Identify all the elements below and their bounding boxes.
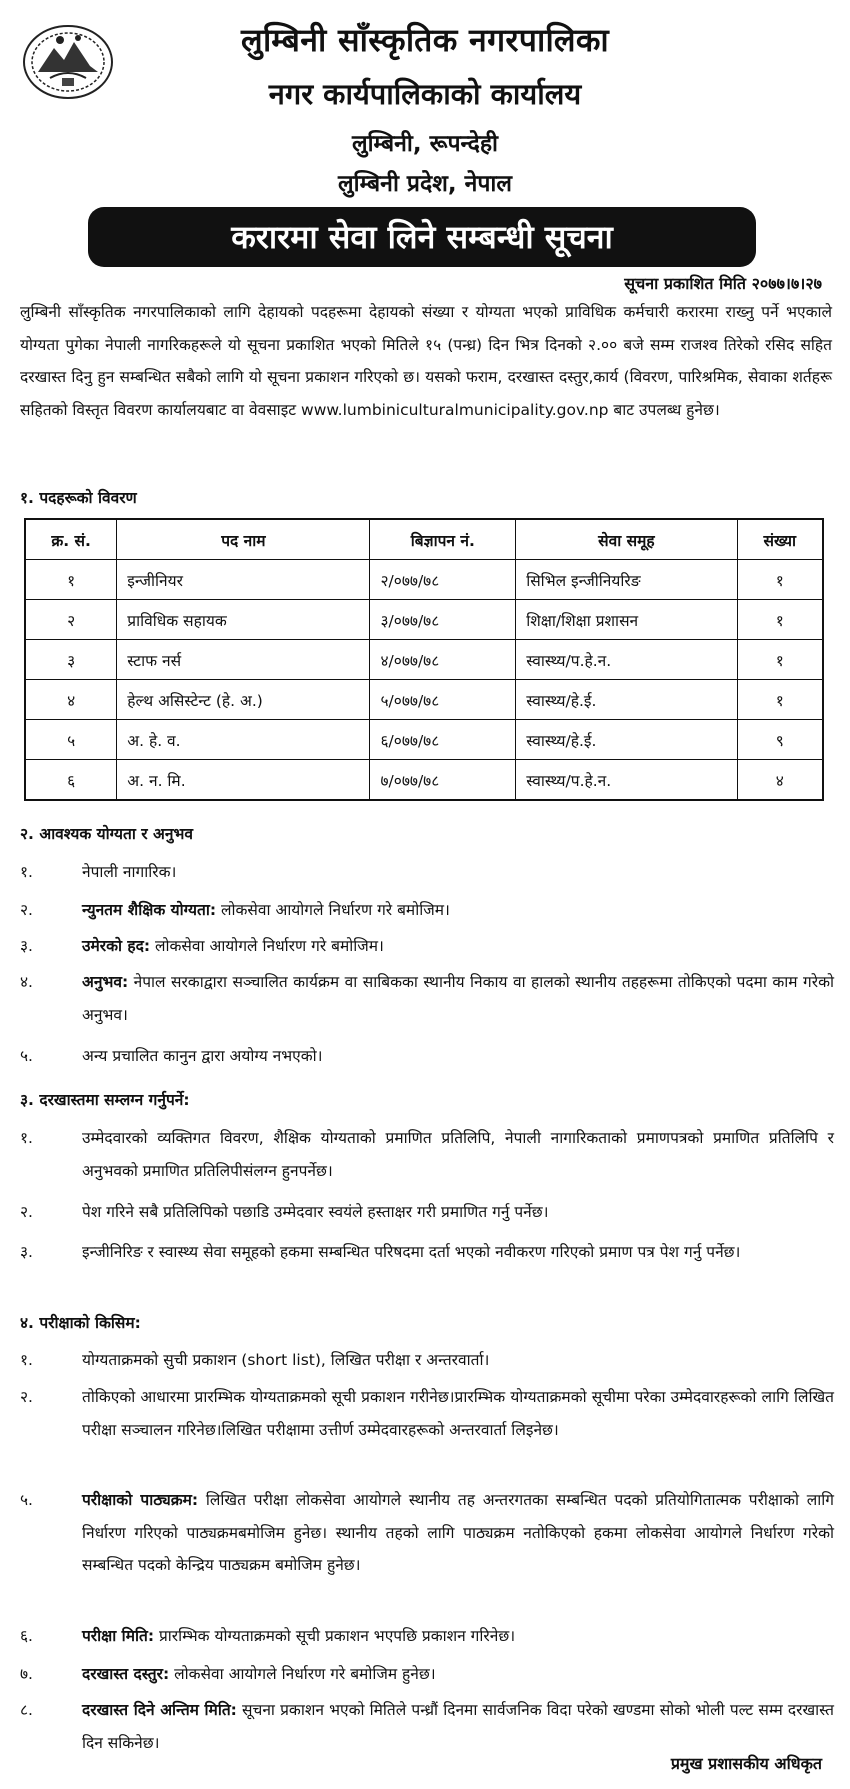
notice-title-banner: करारमा सेवा लिने सम्बन्धी सूचना — [88, 207, 756, 267]
table-row — [25, 760, 823, 801]
table-cell: १ — [737, 680, 823, 720]
list-item-text — [82, 1658, 834, 1691]
list-item — [20, 856, 834, 889]
list-item-number: ७. — [20, 1665, 33, 1683]
table-cell: १ — [737, 600, 823, 640]
list-item-number: १. — [20, 1129, 33, 1147]
table-cell: २/०७७/७८ — [370, 560, 516, 600]
table-cell: २ — [25, 600, 117, 640]
list-item-label: उमेरको हद: — [82, 937, 151, 955]
list-item-label: परीक्षाको पाठ्यक्रम: — [82, 1491, 199, 1509]
section-attachments-title: ३. दरखास्तमा सम्लग्न गर्नुपर्ने: — [20, 1091, 190, 1109]
list-item-number: २. — [20, 1203, 33, 1221]
list-item-label: अनुभव: — [82, 973, 129, 991]
list-item-number: २. — [20, 901, 33, 919]
list-item-number: ५. — [20, 1491, 33, 1509]
table-cell: स्वास्थ्य/हे.ई. — [516, 680, 737, 720]
list-item-text — [82, 1620, 834, 1653]
list-item-body: इन्जीनिरिङ र स्वास्थ्य सेवा समूहको हकमा सम्बन्धित परिषदमा दर्ता भएको नवीकरण गरिएको प्रमाण पत्र पेश गर्नु पर्नेछ। — [82, 1243, 741, 1261]
list-item — [20, 966, 834, 1031]
list-item-number: ८. — [20, 1701, 33, 1719]
table-cell: ४/०७७/७८ — [370, 640, 516, 680]
list-item-text — [82, 1040, 834, 1073]
province-country: लुम्बिनी प्रदेश, नेपाल — [338, 171, 512, 197]
table-cell: प्राविधिक सहायक — [117, 600, 370, 640]
list-item-body: प्रारम्भिक योग्यताक्रमको सूची प्रकाशन भएपछि प्रकाशन गरिनेछ। — [154, 1627, 516, 1645]
list-item-text — [82, 1344, 834, 1377]
list-item-number: ५. — [20, 1047, 33, 1065]
list-item-label: दरखास्त दस्तुर: — [82, 1665, 170, 1683]
table-cell: स्वास्थ्य/प.हे.न. — [516, 640, 737, 680]
list-item — [20, 1484, 834, 1582]
table-cell: स्टाफ नर्स — [117, 640, 370, 680]
list-item-body: नेपाल सरकाद्वारा सञ्चालित कार्यक्रम वा साबिकका स्थानीय निकाय वा हालको स्थानीय तहहरूमा तोकिएको पदमा काम गरेको अनुभव। — [82, 973, 834, 1024]
column-header: क्र. सं. — [25, 519, 117, 560]
nepal-emblem-icon — [20, 22, 116, 102]
table-cell: ५ — [25, 720, 117, 760]
list-item — [20, 1236, 834, 1269]
list-item-text — [82, 894, 834, 927]
list-item-body: लोकसेवा आयोगले निर्धारण गरे बमोजिम। — [150, 937, 384, 955]
list-item — [20, 1122, 834, 1187]
list-item-text — [82, 856, 834, 889]
table-cell: १ — [737, 560, 823, 600]
posts-table — [24, 518, 824, 801]
list-item-body: उम्मेदवारको व्यक्तिगत विवरण, शैक्षिक योग्यताको प्रमाणित प्रतिलिपि, नेपाली नागारिकताको प्रमाणपत्रको प्रमाणित प्रतिलिपि र अनुभवको प्रमाणित प्रतिलिपीसंलग्न हुनपर्नेछ। — [82, 1129, 834, 1180]
table-cell: ५/०७७/७८ — [370, 680, 516, 720]
table-cell: १ — [25, 560, 117, 600]
list-item-body: पेश गरिने सबै प्रतिलिपिको पछाडि उम्मेदवार स्वयंले हस्ताक्षर गरी प्रमाणित गर्नु पर्नेछ। — [82, 1203, 549, 1221]
list-item-text — [82, 966, 834, 1031]
table-row — [25, 680, 823, 720]
table-cell: अ. न. मि. — [117, 760, 370, 801]
list-item-body: योग्यताक्रमको सुची प्रकाशन (short list), लिखित परीक्षा र अन्तरवार्ता। — [82, 1351, 490, 1369]
office-name: नगर कार्यपालिकाको कार्यालय — [268, 77, 582, 111]
list-item-body: लिखित परीक्षा लोकसेवा आयोगले स्थानीय तह अन्तरगतका सम्बन्धित पदको प्रतियोगितात्मक परीक्षाको लागि निर्धारण गरिएको पाठ्यक्रमबमोजिम हुनेछ। स्थानीय तहको लागि पाठ्यक्रम नतोकिएको हकमा लोकसेवा आयोगले निर्धारण गरेको सम्बन्धित पदको केन्द्रिय पाठ्यक्रम बमोजिम हुनेछ। — [82, 1491, 834, 1574]
list-item — [20, 1658, 834, 1691]
table-cell: शिक्षा/शिक्षा प्रशासन — [516, 600, 737, 640]
table-cell: इन्जीनियर — [117, 560, 370, 600]
list-item — [20, 1196, 834, 1229]
section-posts-title: १. पदहरूको विवरण — [20, 489, 137, 507]
table-cell: ९ — [737, 720, 823, 760]
list-item-number: ६. — [20, 1627, 33, 1645]
column-header: पद नाम — [117, 519, 370, 560]
table-row — [25, 600, 823, 640]
list-item-body: सूचना प्रकाशन भएको मितिले पन्ध्रौं दिनमा सार्वजनिक विदा परेको खण्डमा सोको भोली पल्ट सम्म दरखास्त दिन सकिनेछ। — [82, 1701, 834, 1752]
publish-date: सूचना प्रकाशित मिति २०७७।७।२७ — [624, 274, 822, 293]
table-cell: स्वास्थ्य/हे.ई. — [516, 720, 737, 760]
table-cell: ६/०७७/७८ — [370, 720, 516, 760]
list-item-body: अन्य प्रचालित कानुन द्वारा अयोग्य नभएको। — [82, 1047, 323, 1065]
municipality-name: लुम्बिनी साँस्कृतिक नगरपालिका — [240, 21, 609, 59]
list-item-number: १. — [20, 1351, 33, 1369]
list-item — [20, 894, 834, 927]
list-item-text — [82, 1122, 834, 1187]
list-item — [20, 1694, 834, 1759]
list-item — [20, 1620, 834, 1653]
table-cell: ४ — [737, 760, 823, 801]
table-cell: सिभिल इन्जीनियरिङ — [516, 560, 737, 600]
list-item-body: लोकसेवा आयोगले निर्धारण गरे बमोजिम हुनेछ। — [169, 1665, 436, 1683]
section-qualification-title: २. आवश्यक योग्यता र अनुभव — [20, 825, 193, 843]
table-cell: ३/०७७/७८ — [370, 600, 516, 640]
list-item-text — [82, 1484, 834, 1582]
list-item-text — [82, 1236, 834, 1269]
table-cell: स्वास्थ्य/प.हे.न. — [516, 760, 737, 801]
table-cell: ४ — [25, 680, 117, 720]
list-item — [20, 1381, 834, 1446]
table-cell: अ. हे. व. — [117, 720, 370, 760]
list-item-number: २. — [20, 1388, 33, 1406]
table-row — [25, 720, 823, 760]
column-header: सेवा समूह — [516, 519, 737, 560]
table-cell: ७/०७७/७८ — [370, 760, 516, 801]
table-cell: हेल्थ असिस्टेन्ट (हे. अ.) — [117, 680, 370, 720]
table-cell: ३ — [25, 640, 117, 680]
list-item-number: ४. — [20, 973, 33, 991]
list-item — [20, 1344, 834, 1377]
list-item-text — [82, 1196, 834, 1229]
column-header: संख्या — [737, 519, 823, 560]
office-location: लुम्बिनी, रूपन्देही — [351, 131, 499, 157]
table-row — [25, 640, 823, 680]
list-item-body: लोकसेवा आयोगले निर्धारण गरे बमोजिम। — [216, 901, 450, 919]
list-item-body: नेपाली नागारिक। — [82, 863, 177, 881]
list-item-number: ३. — [20, 1243, 33, 1261]
table-cell: ६ — [25, 760, 117, 801]
list-item-text — [82, 1694, 834, 1759]
signatory-title: प्रमुख प्रशासकीय अधिकृत — [670, 1754, 822, 1773]
list-item-label: न्युनतम शैक्षिक योग्यता: — [82, 901, 217, 919]
list-item — [20, 1040, 834, 1073]
list-item-label: परीक्षा मिति: — [82, 1627, 155, 1645]
table-cell: १ — [737, 640, 823, 680]
list-item-number: १. — [20, 863, 33, 881]
list-item-body: तोकिएको आधारमा प्रारम्भिक योग्यताक्रमको सूची प्रकाशन गरीनेछ।प्रारम्भिक योग्यताक्रमको सूचीमा परेका उम्मेदवारहरूको लागि लिखित परीक्षा सञ्चालन गरिनेछ।लिखित परीक्षामा उत्तीर्ण उम्मेदवारहरूको अन्तरवार्ता लिइनेछ। — [82, 1388, 834, 1439]
list-item-label: दरखास्त दिने अन्तिम मिति: — [82, 1701, 237, 1719]
table-header-row — [25, 519, 823, 560]
list-item-text — [82, 930, 834, 963]
table-row — [25, 560, 823, 600]
list-item-number: ३. — [20, 937, 33, 955]
list-item-text — [82, 1381, 834, 1446]
section-exam-title: ४. परीक्षाको किसिम: — [20, 1314, 141, 1332]
list-item — [20, 930, 834, 963]
intro-paragraph: लुम्बिनी साँस्कृतिक नगरपालिकाको लागि देहायको पदहरूमा देहायको संख्या र योग्यता भएको प्राविधिक कर्मचारी करारमा राख्नु पर्ने भएकाले योग्यता पुगेका नेपाली नागरिकहरूले यो सूचना प्रकाशित भएको मितिले १५ (पन्ध्र) दिन भित्र दिनको २.०० बजे सम्म राजश्व तिरेको रसिद सहित दरखास्त दिनु हुन सम्बन्धित सबैको लागि यो सूचना प्रकाशन गरिएको छ। यसको फराम, दरखास्त दस्तुर,कार्य (विवरण, पारिश्रमिक, सेवाका शर्तहरू सहितको विस्तृत विवरण कार्यालयबाट वा वेवसाइट www.lumbiniculturalmunicipality.gov.np बाट उपलब्ध हुनेछ। — [20, 303, 832, 419]
column-header: बिज्ञापन नं. — [370, 519, 516, 560]
